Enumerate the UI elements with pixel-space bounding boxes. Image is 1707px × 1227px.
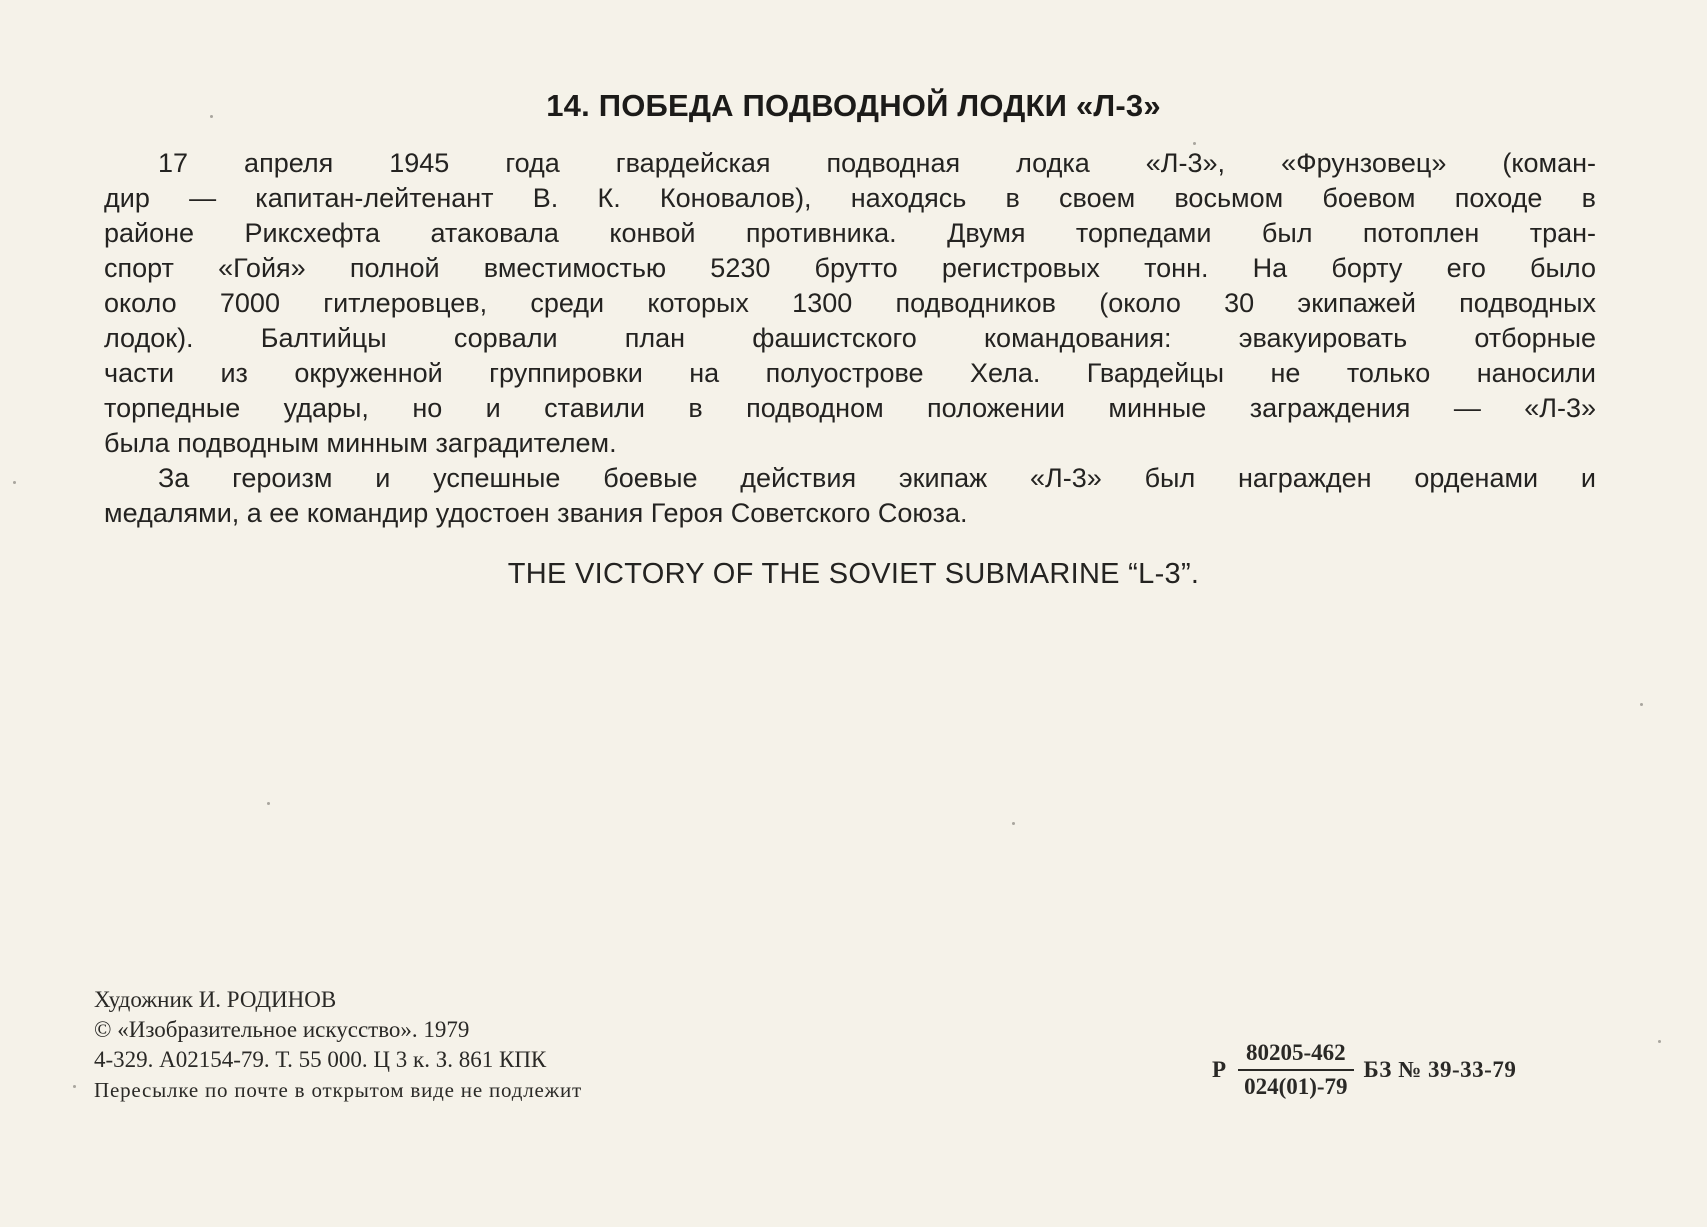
index-code (1212, 1040, 1516, 1100)
text-line: была подводным минным заградителем. (104, 428, 617, 458)
english-caption: THE VICTORY OF THE SOVIET SUBMARINE “L-3”. (507, 558, 1200, 590)
paper-speck (267, 802, 270, 805)
text-line: торпедные удары, но и ставили в подводном положении минные заграждения — «Л-3» (104, 393, 1596, 423)
text-line: 17 апреля 1945 года гвардейская подводная лодка «Л-3», «Фрунзовец» (коман- (158, 148, 1596, 178)
index-code-denominator: 024(01)-79 (1244, 1074, 1348, 1099)
copyright-line: © «Изобразительное искусство». 1979 (94, 1017, 470, 1042)
paper-speck (210, 115, 213, 118)
text-line: медалями, а ее командир удостоен звания Героя Советского Союза. (104, 498, 968, 528)
article-body (104, 146, 1596, 531)
print-info: 4-329. А02154-79. Т. 55 000. Ц 3 к. З. 861 КПК (94, 1047, 547, 1072)
paper-speck (73, 1085, 76, 1088)
paper-speck (1640, 703, 1643, 706)
artist-credit: Художник И. РОДИНОВ (94, 987, 337, 1012)
text-line: лодок). Балтийцы сорвали план фашистского командования: эвакуировать отборные (104, 323, 1596, 353)
index-code-numerator: 80205-462 (1238, 1040, 1354, 1071)
index-code-fraction (1236, 1040, 1355, 1100)
paper-speck (1012, 822, 1015, 825)
paper-speck (1658, 1040, 1661, 1043)
mail-note: Пересылке по почте в открытом виде не подлежит (94, 1078, 582, 1102)
text-line: районе Риксхефта атаковала конвой противника. Двумя торпедами был потоплен тран- (104, 218, 1596, 248)
index-code-suffix: БЗ № 39-33-79 (1363, 1057, 1517, 1082)
text-line: спорт «Гойя» полной вместимостью 5230 брутто регистровых тонн. На борту его было (104, 253, 1596, 283)
text-line: За героизм и успешные боевые действия экипаж «Л-3» был награжден орденами и (158, 463, 1596, 493)
index-code-prefix: Р (1212, 1057, 1227, 1082)
publication-credits (94, 985, 582, 1105)
paper-speck (13, 481, 16, 484)
text-line: части из окруженной группировки на полуострове Хела. Гвардейцы не только наносили (104, 358, 1596, 388)
text-line: дир — капитан-лейтенант В. К. Коновалов), находясь в своем восьмом боевом походе в (104, 183, 1596, 213)
text-line: около 7000 гитлеровцев, среди которых 1300 подводников (около 30 экипажей подводных (104, 288, 1596, 318)
paper-speck (1193, 142, 1196, 145)
page-title: 14. ПОБЕДА ПОДВОДНОЙ ЛОДКИ «Л-3» (546, 88, 1161, 123)
